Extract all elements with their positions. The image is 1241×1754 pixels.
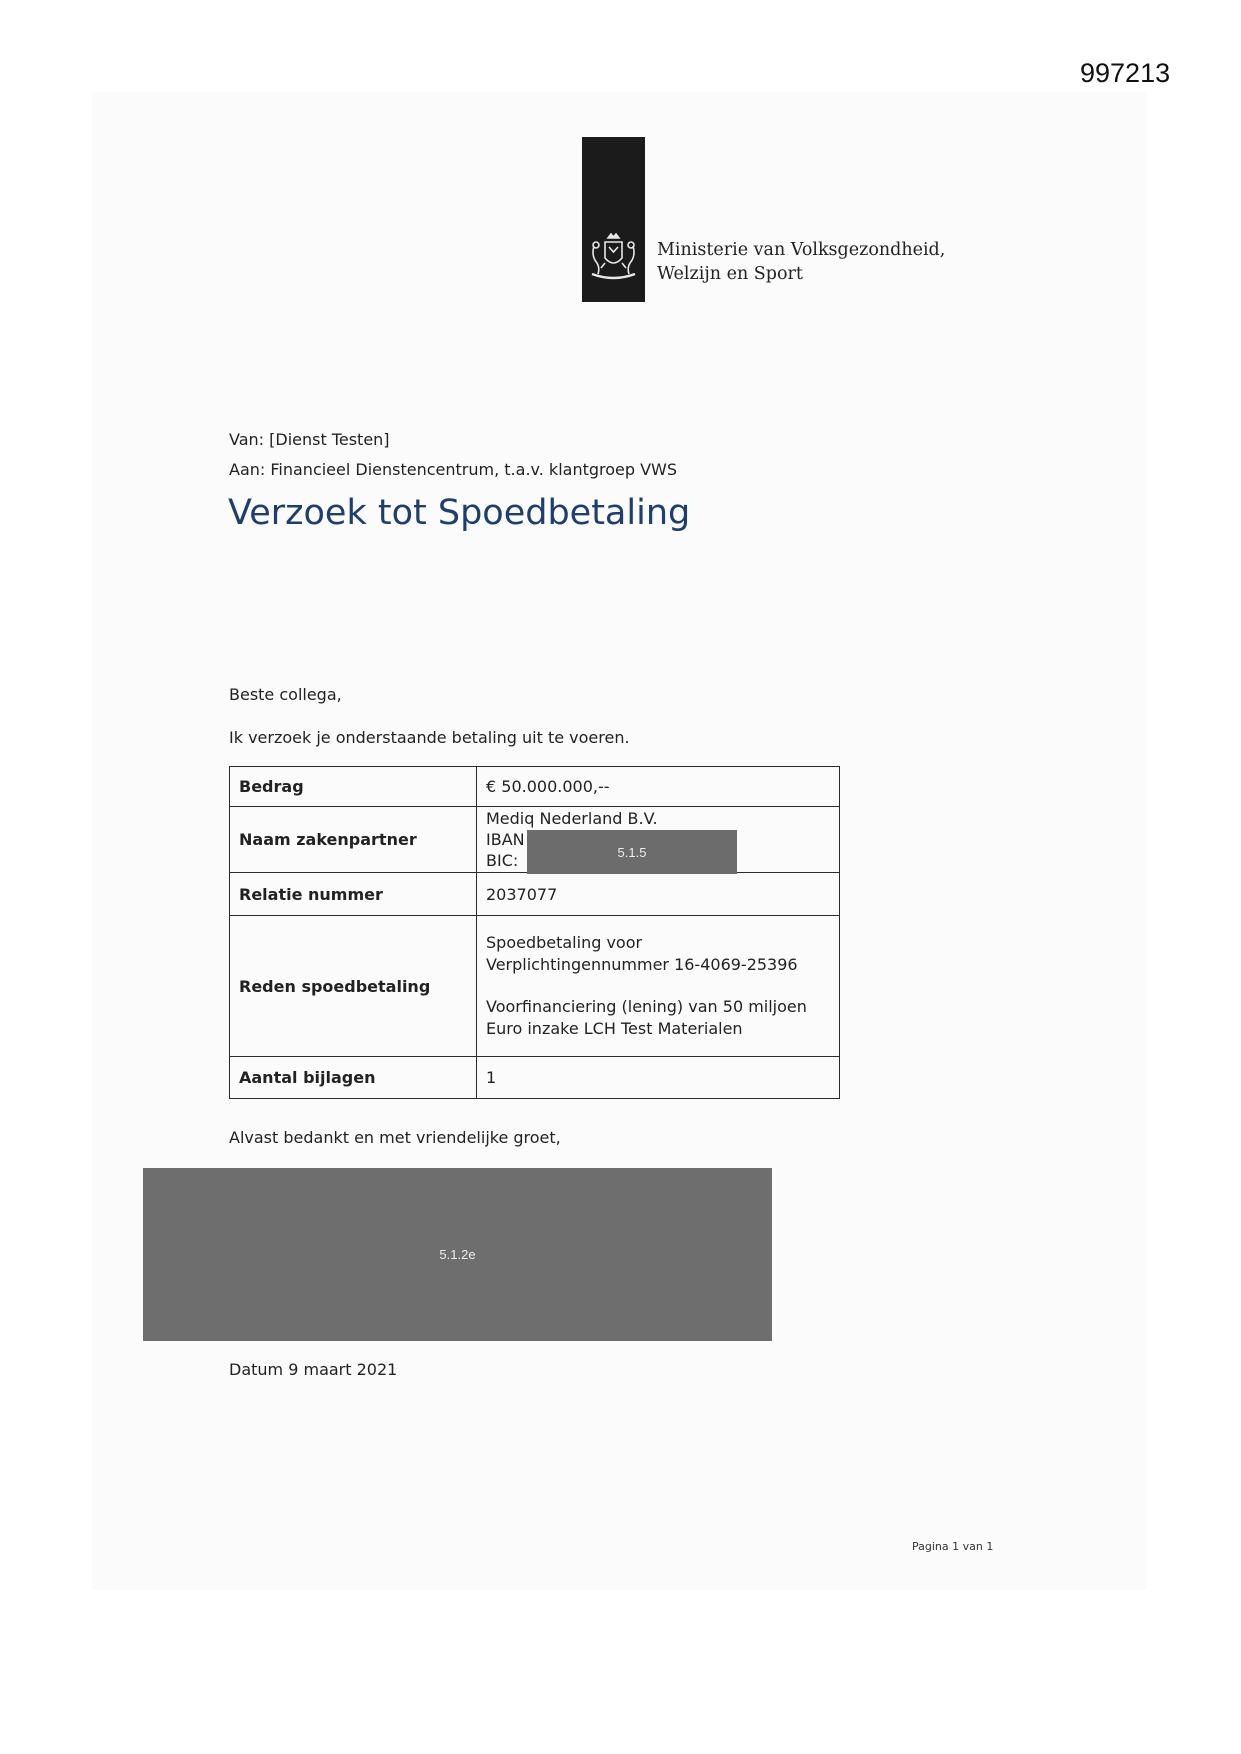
- reason-line: Euro inzake LCH Test Materialen: [486, 1019, 743, 1038]
- document-title: Verzoek tot Spoedbetaling: [228, 493, 691, 533]
- payment-table: [229, 766, 840, 1099]
- table-row: [230, 916, 840, 1057]
- sender-line: Van: [Dienst Testen]: [229, 430, 390, 449]
- amount-label: Bedrag: [230, 767, 477, 807]
- attachments-label: Aantal bijlagen: [230, 1057, 477, 1099]
- ministry-name-line2: Welzijn en Sport: [657, 264, 803, 284]
- amount-value: € 50.000.000,--: [477, 767, 840, 807]
- reason-label: Reden spoedbetaling: [230, 916, 477, 1057]
- reason-line: Voorfinanciering (lening) van 50 miljoen: [486, 997, 807, 1016]
- reason-details: [477, 916, 840, 1057]
- partner-label: Naam zakenpartner: [230, 807, 477, 873]
- document-id: 997213: [1080, 58, 1171, 88]
- attachments-value: 1: [477, 1057, 840, 1099]
- table-row: [230, 767, 840, 807]
- relation-value: 2037077: [477, 873, 840, 916]
- page-number: Pagina 1 van 1: [912, 1540, 994, 1553]
- partner-bic-label: BIC:: [486, 851, 519, 870]
- ministry-logo: [582, 137, 645, 302]
- closing-text: Alvast bedankt en met vriendelijke groet,: [229, 1128, 561, 1147]
- redaction-signature: [143, 1168, 772, 1341]
- ministry-name-line1: Ministerie van Volksgezondheid,: [657, 240, 946, 260]
- relation-label: Relatie nummer: [230, 873, 477, 916]
- reason-line: Spoedbetaling voor: [486, 933, 643, 952]
- redaction-code: 5.1.5: [617, 844, 647, 860]
- recipient-line: Aan: Financieel Dienstencentrum, t.a.v. klantgroep VWS: [229, 460, 678, 479]
- ministry-name: [657, 238, 945, 286]
- intro-text: Ik verzoek je onderstaande betaling uit te voeren.: [229, 728, 630, 747]
- date-line: Datum 9 maart 2021: [229, 1360, 398, 1379]
- partner-name: Mediq Nederland B.V.: [486, 809, 658, 828]
- redaction-bank-details: [527, 830, 737, 874]
- royal-crest-icon: [588, 232, 639, 282]
- table-row: [230, 1057, 840, 1099]
- reason-line: Verplichtingennummer 16-4069-25396: [486, 955, 798, 974]
- table-row: [230, 873, 840, 916]
- redaction-code: 5.1.2e: [439, 1247, 476, 1262]
- partner-iban-label: IBAN: [486, 830, 525, 849]
- greeting: Beste collega,: [229, 685, 342, 704]
